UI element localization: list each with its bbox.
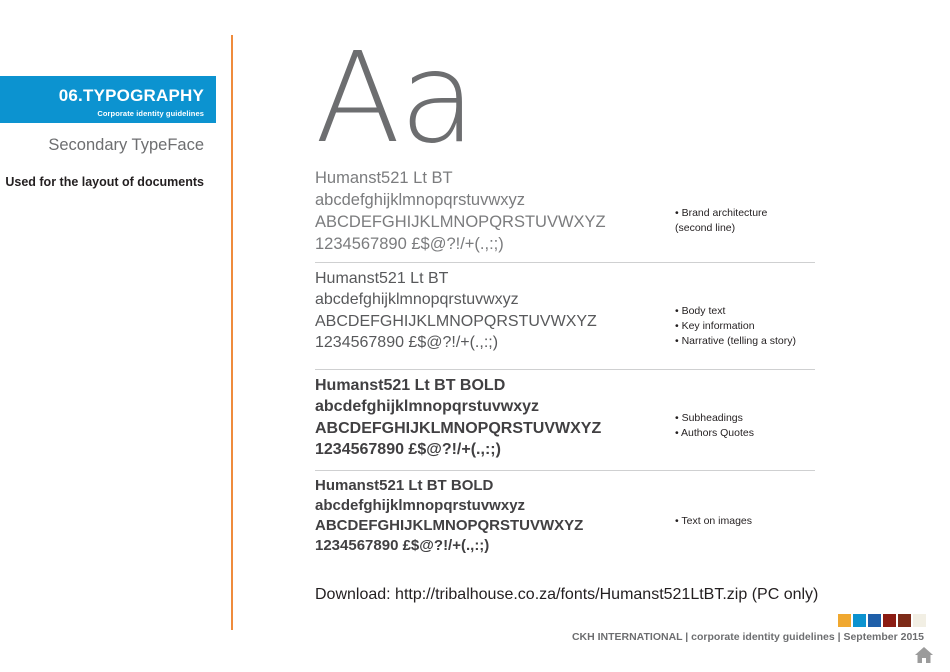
main-content bbox=[315, 0, 950, 672]
typeface-uppercase: ABCDEFGHIJKLMNOPQRSTUVWXYZ bbox=[315, 312, 597, 330]
typeface-name: Humanst521 Lt BT bbox=[315, 169, 453, 187]
section-divider bbox=[315, 369, 815, 370]
typeface-lowercase: abcdefghijklmnopqrstuvwxyz bbox=[315, 190, 526, 209]
typeface-name: Humanst521 Lt BT bbox=[315, 270, 449, 287]
usage-note: • Key information bbox=[675, 320, 755, 333]
section-tab-subtitle: Corporate identity guidelines bbox=[97, 109, 204, 118]
section-tab bbox=[0, 76, 216, 123]
usage-notes bbox=[675, 304, 796, 350]
left-panel bbox=[0, 0, 232, 672]
usage-notes bbox=[675, 206, 767, 236]
usage-note: (second line) bbox=[675, 222, 736, 235]
typeface-spec-block bbox=[315, 168, 685, 256]
usage-notes bbox=[675, 514, 752, 529]
usage-note: • Subheadings bbox=[675, 412, 743, 424]
vertical-divider bbox=[231, 35, 233, 630]
typeface-numerals: 1234567890 £$@?!/+(.,:;) bbox=[315, 234, 504, 253]
typeface-uppercase: ABCDEFGHIJKLMNOPQRSTUVWXYZ bbox=[315, 516, 584, 534]
section-tab-title: 06.TYPOGRAPHY bbox=[58, 86, 204, 105]
usage-note: • Brand architecture bbox=[675, 207, 768, 219]
usage-note: • Body text bbox=[675, 305, 726, 317]
footer-text: CKH INTERNATIONAL | corporate identity guidelines | September 2015 bbox=[571, 631, 924, 643]
usage-note: • Text on images bbox=[675, 515, 753, 527]
color-swatch bbox=[838, 614, 851, 627]
typeface-lowercase: abcdefghijklmnopqrstuvwxyz bbox=[315, 398, 540, 416]
typeface-name: Humanst521 Lt BT BOLD bbox=[315, 377, 506, 394]
section-divider bbox=[315, 470, 815, 471]
typeface-spec-block bbox=[315, 268, 685, 353]
color-swatch bbox=[853, 614, 866, 627]
sample-glyphs: Aa bbox=[315, 26, 476, 171]
typeface-numerals: 1234567890 £$@?!/+(.,:;) bbox=[315, 333, 499, 351]
download-link[interactable]: Download: http://tribalhouse.co.za/fonts/Humanst521LtBT.zip (PC only) bbox=[315, 586, 819, 603]
color-swatches bbox=[838, 614, 926, 627]
section-divider bbox=[315, 262, 815, 263]
color-swatch bbox=[913, 614, 926, 627]
typeface-uppercase: ABCDEFGHIJKLMNOPQRSTUVWXYZ bbox=[315, 419, 602, 437]
typeface-name: Humanst521 Lt BT BOLD bbox=[315, 477, 494, 494]
typeface-lowercase: abcdefghijklmnopqrstuvwxyz bbox=[315, 496, 526, 514]
color-swatch bbox=[883, 614, 896, 627]
color-swatch bbox=[868, 614, 881, 627]
page-subtext: Used for the layout of documents bbox=[5, 175, 204, 189]
color-swatch bbox=[898, 614, 911, 627]
typeface-numerals: 1234567890 £$@?!/+(.,:;) bbox=[315, 536, 490, 554]
page-title: Secondary TypeFace bbox=[48, 136, 204, 154]
usage-notes bbox=[675, 411, 754, 441]
typeface-numerals: 1234567890 £$@?!/+(.,:;) bbox=[315, 440, 501, 458]
usage-note: • Authors Quotes bbox=[675, 427, 754, 440]
usage-note: • Narrative (telling a story) bbox=[675, 335, 796, 348]
home-icon[interactable] bbox=[914, 646, 934, 664]
typeface-lowercase: abcdefghijklmnopqrstuvwxyz bbox=[315, 291, 519, 309]
typeface-spec-block bbox=[315, 476, 685, 556]
typeface-spec-block bbox=[315, 375, 685, 460]
typeface-uppercase: ABCDEFGHIJKLMNOPQRSTUVWXYZ bbox=[315, 212, 606, 231]
